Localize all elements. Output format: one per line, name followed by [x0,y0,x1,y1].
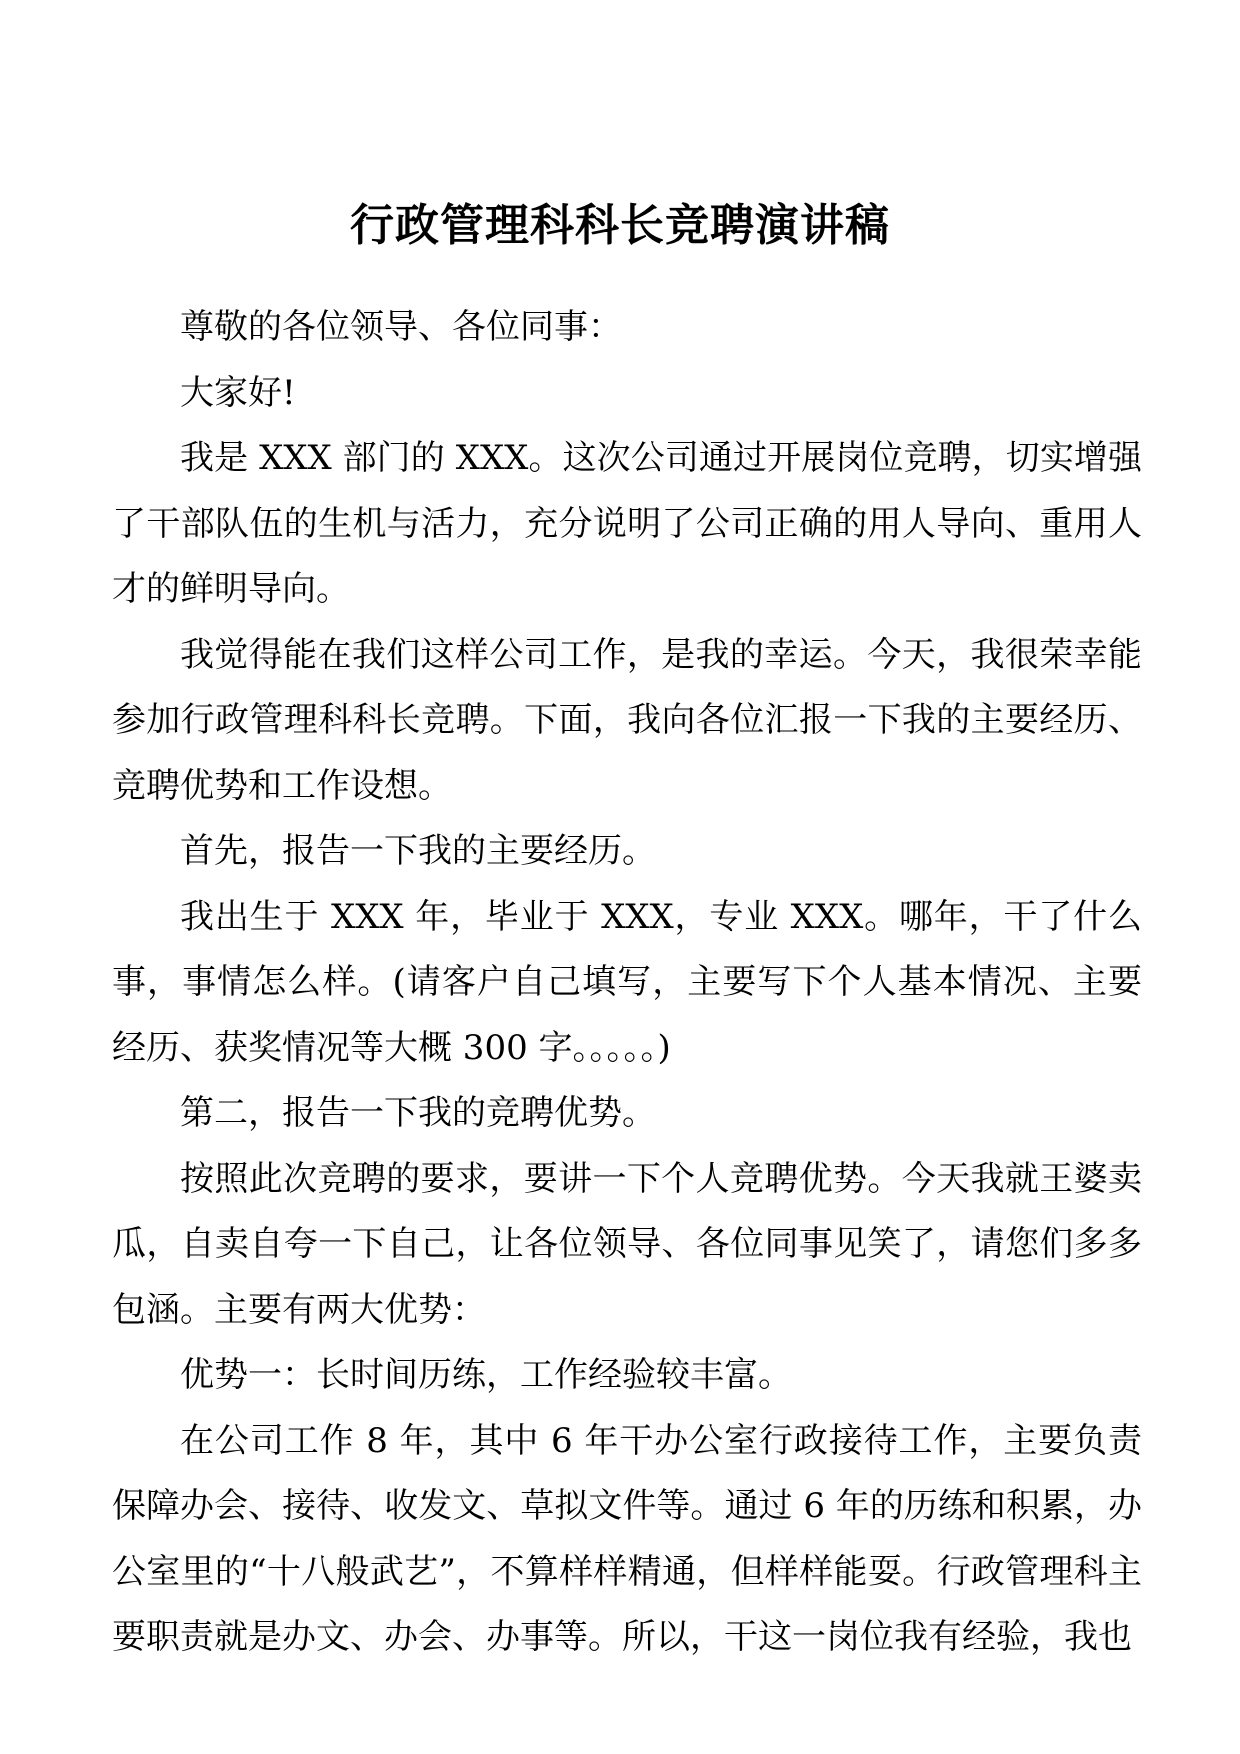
paragraph-experience: 我出生于 XXX 年，毕业于 XXX，专业 XXX。哪年，干了什么事，事情怎么样。(请客户自己填写，主要写下个人基本情况、主要经历、获奖情况等大概 300 字。。。。。) [112,896,1142,1068]
paragraph-advantage-one-detail: 在公司工作 8 年，其中 6 年干办公室行政接待工作，主要负责保障办会、接待、收发文、草拟文件等。通过 6 年的历练和积累，办公室里的“十八般武艺”，不算样样精通，但样样能耍。行政管理科主要职责就是办文、办会、办事等。所以，干这一岗位我有经验，我也 [112,1420,1142,1657]
paragraph-advantages-intro: 按照此次竞聘的要求，要讲一下个人竞聘优势。今天我就王婆卖瓜，自卖自夸一下自己，让各位领导、各位同事见笑了，请您们多多包涵。主要有两大优势： [112,1158,1142,1330]
paragraph-heading-advantages: 第二，报告一下我的竞聘优势。 [180,1093,656,1133]
paragraph-heading-experience: 首先，报告一下我的主要经历。 [180,831,656,871]
paragraph-gratitude: 我觉得能在我们这样公司工作，是我的幸运。今天，我很荣幸能参加行政管理科科长竞聘。下面，我向各位汇报一下我的主要经历、竞聘优势和工作设想。 [112,634,1142,806]
paragraph-introduction: 我是 XXX 部门的 XXX。这次公司通过开展岗位竞聘，切实增强了干部队伍的生机与活力，充分说明了公司正确的用人导向、重用人才的鲜明导向。 [112,438,1142,609]
document-body [112,295,1142,1671]
document-title: 行政管理科科长竞聘演讲稿 [350,200,890,251]
paragraph-salutation: 尊敬的各位领导、各位同事： [180,307,622,347]
paragraph-greeting: 大家好! [180,372,296,413]
paragraph-advantage-one: 优势一：长时间历练，工作经验较丰富。 [180,1355,792,1395]
